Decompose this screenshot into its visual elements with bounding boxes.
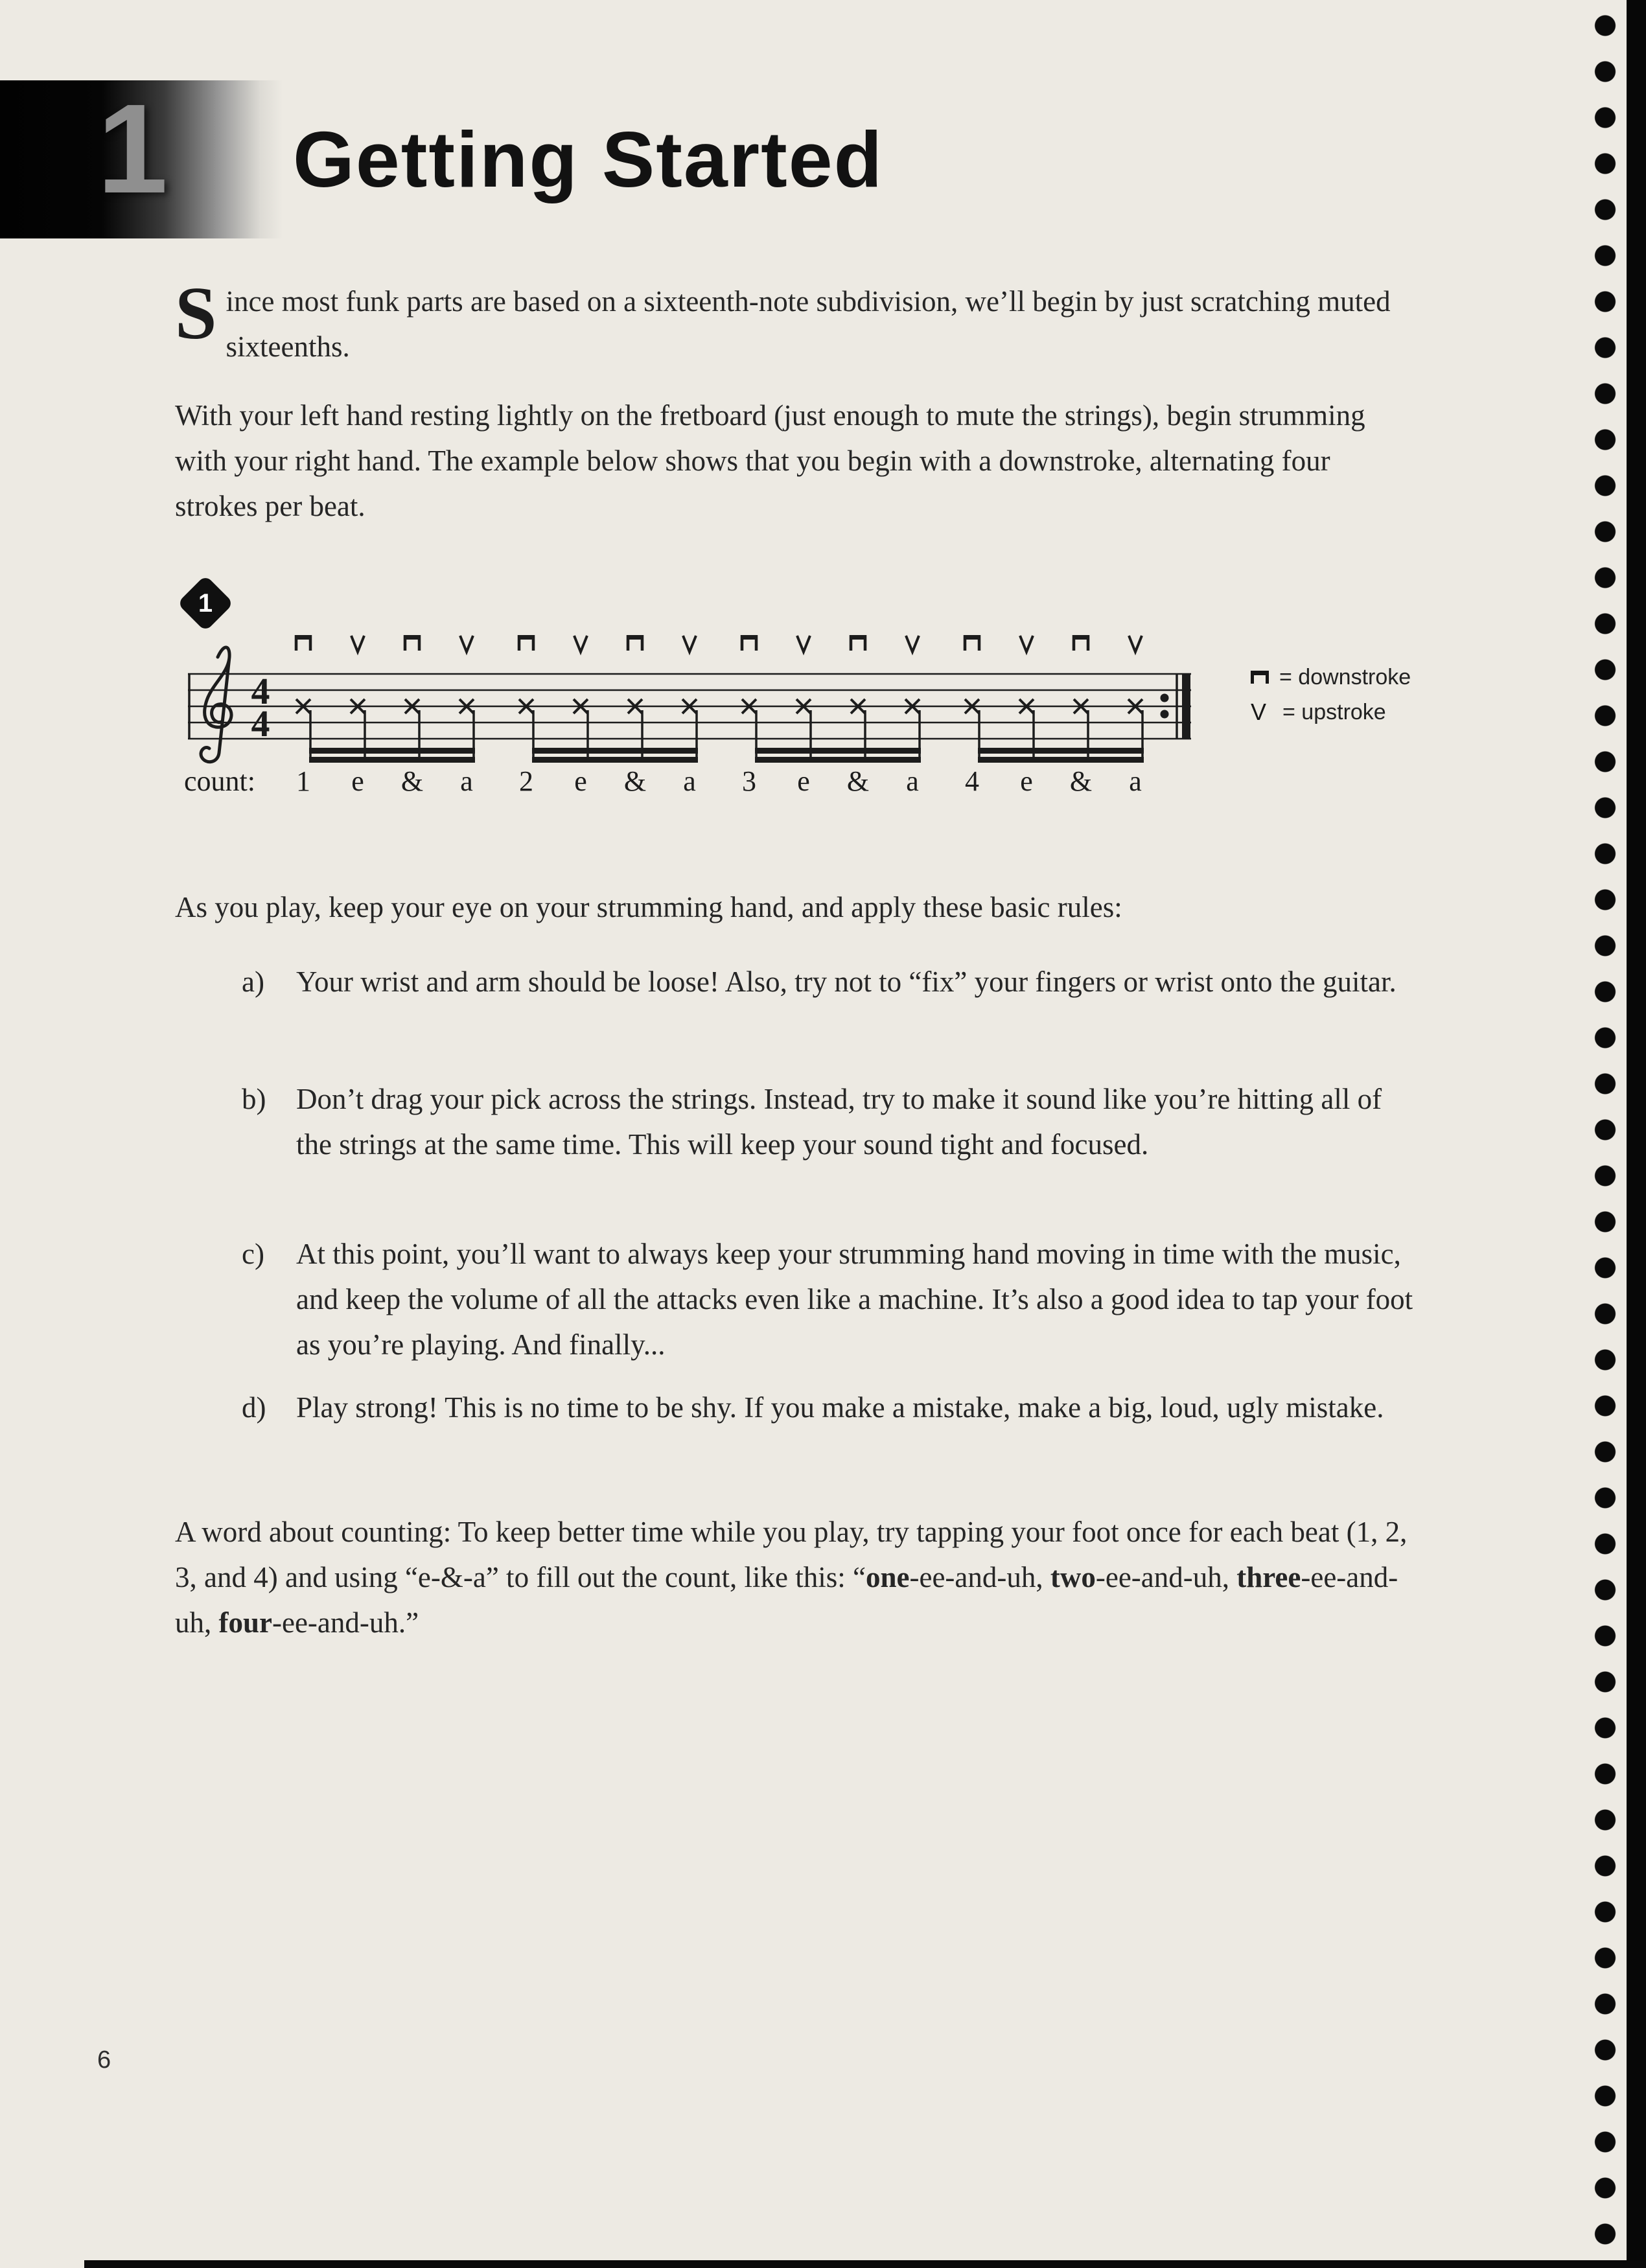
upstroke-icon — [1129, 636, 1142, 652]
counting-paragraph: A word about counting: To keep better time while you play, try tapping your foot once for each beat (1, 2, 3, and 4) and using “e-&-a” to fill out the count, like this: “one-ee-and-uh, two-ee-and-uh, three-ee-and-uh, four-ee-and-uh.” — [175, 1516, 1408, 1639]
svg-text:4: 4 — [251, 670, 270, 712]
chapter-band — [0, 80, 283, 238]
page-right-edge — [1627, 0, 1646, 2268]
count-text: a — [460, 765, 473, 797]
upstroke-icon — [1020, 636, 1033, 652]
upstroke-icon — [351, 636, 364, 652]
upstroke-icon — [574, 636, 587, 652]
rule-text-c: At this point, you’ll want to always keep your strumming hand moving in time with the music, and keep the volume of all the attacks even like a machine. It’s also a good idea to tap your foot as you’re playing. And finally... — [296, 1238, 1413, 1361]
treble-clef-icon — [201, 647, 231, 762]
count-text: e — [574, 765, 587, 797]
legend-downstroke-row — [1251, 660, 1411, 695]
time-signature — [251, 670, 270, 745]
count-text: 4 — [965, 765, 979, 797]
count-text: a — [906, 765, 919, 797]
stroke-legend — [1251, 660, 1411, 730]
count-text: e — [797, 765, 810, 797]
rule-text-a: Your wrist and arm should be loose! Also, try not to “fix” your fingers or wrist onto the guitar. — [296, 966, 1397, 998]
count-text: & — [1069, 765, 1093, 797]
track-badge-number: 1 — [198, 588, 213, 618]
intro-paragraph-1-text: ince most funk parts are based on a sixteenth-note subdivision, we’ll begin by just scratching muted sixteenths. — [226, 285, 1391, 363]
spiral-binding-holes — [1584, 0, 1627, 2268]
intro-paragraph-2: With your left hand resting lightly on the fretboard (just enough to mute the strings), begin strumming with your right hand. The example below shows that you begin with a downstroke, alternating four strokes per beat. — [175, 399, 1365, 522]
rule-item-a — [242, 959, 1415, 1004]
page-title: Getting Started — [293, 115, 884, 203]
rule-item-d — [242, 1385, 1415, 1430]
count-text: & — [846, 765, 870, 797]
count-text: & — [623, 765, 647, 797]
stroke-marks — [295, 635, 1142, 652]
upstroke-icon — [460, 636, 473, 652]
intro-paragraph-1 — [175, 272, 1419, 369]
page-bottom-edge — [84, 2260, 1646, 2268]
count-label: count: — [184, 765, 255, 797]
rule-label-c: c) — [242, 1238, 264, 1270]
beams — [309, 748, 1144, 763]
rule-item-c — [242, 1231, 1415, 1367]
count-text: a — [683, 765, 696, 797]
downstroke-icon — [1251, 671, 1269, 684]
rules-intro: As you play, keep your eye on your strumming hand, and apply these basic rules: — [175, 891, 1122, 923]
legend-upstroke-label: = upstroke — [1282, 699, 1386, 724]
upstroke-icon — [797, 636, 810, 652]
rule-text-d: Play strong! This is no time to be shy. If you make a mistake, make a big, loud, ugly mistake. — [296, 1391, 1384, 1424]
count-text: e — [351, 765, 364, 797]
count-text: e — [1020, 765, 1033, 797]
rule-label-d: d) — [242, 1391, 266, 1424]
count-text: 3 — [742, 765, 756, 797]
page-number: 6 — [97, 2046, 111, 2074]
legend-downstroke-label: = downstroke — [1279, 664, 1411, 689]
rule-text-b: Don’t drag your pick across the strings. Instead, try to make it sound like you’re hitting all of the strings at the same time. This will keep your sound tight and focused. — [296, 1083, 1382, 1161]
count-text: a — [1129, 765, 1142, 797]
upstroke-icon — [906, 636, 919, 652]
upstroke-icon — [683, 636, 696, 652]
rule-label-a: a) — [242, 966, 264, 998]
count-row — [184, 765, 1142, 797]
chapter-number: 1 — [97, 78, 168, 220]
count-text: 2 — [519, 765, 533, 797]
count-text: 1 — [296, 765, 310, 797]
drop-cap: S — [175, 272, 217, 355]
legend-upstroke-row — [1251, 695, 1411, 730]
rule-label-b: b) — [242, 1083, 266, 1115]
svg-text:4: 4 — [251, 702, 270, 745]
music-staff — [162, 616, 1264, 810]
rule-item-b — [242, 1076, 1415, 1167]
upstroke-icon: V — [1251, 699, 1267, 725]
count-text: & — [400, 765, 424, 797]
